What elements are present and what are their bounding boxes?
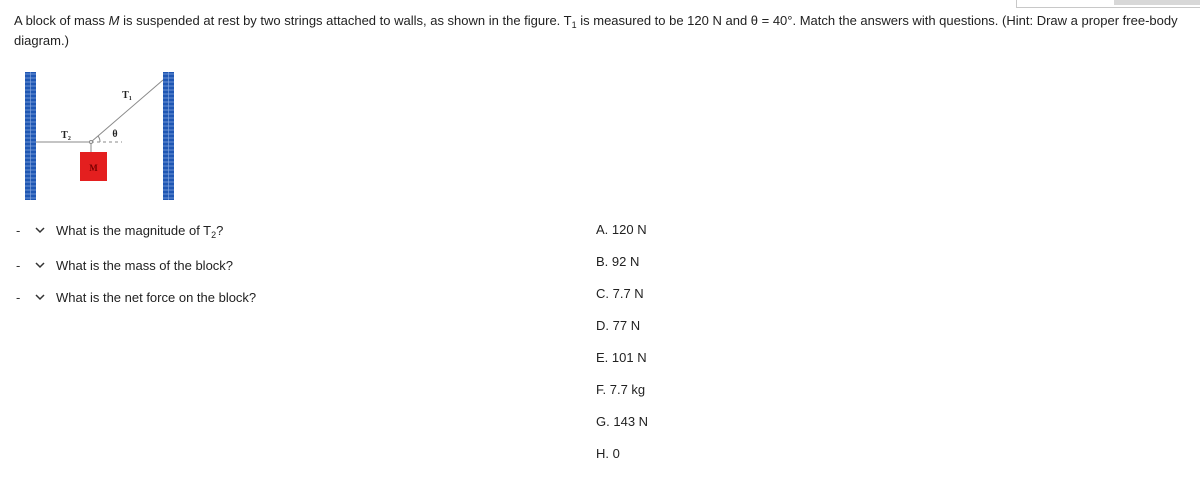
angle-arc — [98, 136, 100, 142]
answer-b: B. 92 N — [596, 254, 640, 269]
left-wall — [25, 72, 36, 200]
mass-symbol: M — [108, 13, 120, 28]
top-right-panel — [1016, 0, 1200, 8]
chevron-down-icon — [35, 261, 45, 269]
match-row-1 — [16, 220, 223, 240]
match-row-3 — [16, 287, 256, 307]
theta-label: θ — [112, 129, 118, 140]
row-dash: - — [16, 289, 21, 305]
chevron-down-icon — [35, 226, 45, 234]
answer-select-3[interactable] — [32, 289, 48, 305]
answer-g: G. 143 N — [596, 414, 649, 429]
right-wall — [163, 72, 174, 200]
prompt-text-1: What is the magnitude of $T_2$? — [56, 222, 224, 240]
match-row-2 — [16, 255, 233, 275]
knot — [90, 141, 93, 144]
answer-select-1[interactable] — [32, 222, 48, 238]
t1-label: T₁ — [122, 90, 132, 101]
prompt-text-2: What is the mass of the block? — [56, 257, 234, 273]
answer-f: F. 7.7 kg — [596, 382, 646, 397]
mass-label: M — [89, 163, 98, 173]
physics-figure — [22, 68, 182, 200]
t2-label: T₂ — [61, 130, 71, 141]
answer-e: E. 101 N — [596, 350, 647, 365]
row-dash: - — [16, 257, 21, 273]
answer-a: A. 120 N — [596, 222, 647, 237]
row-dash: - — [16, 222, 21, 238]
answer-c: C. 7.7 N — [596, 286, 644, 301]
prompt-text-3: What is the net force on the block? — [56, 289, 257, 305]
chevron-down-icon — [35, 293, 45, 301]
answer-h: H. 0 — [596, 446, 620, 461]
answer-select-2[interactable] — [32, 257, 48, 273]
question-text: A block of mass M is suspended at rest by two strings attached to walls, as shown in the figure. $T_1$ is measured to be 120 N and θ = 40°. Match the answers with questions. (Hint: Draw a proper free-body diagram.) — [14, 13, 1178, 48]
answer-d: D. 77 N — [596, 318, 641, 333]
